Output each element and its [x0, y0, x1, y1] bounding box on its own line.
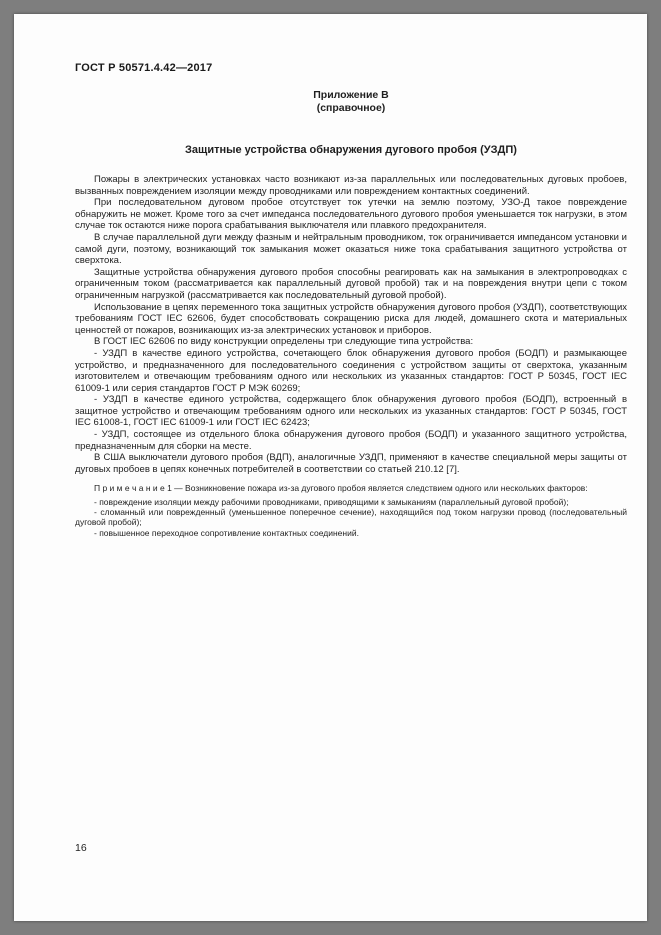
paragraph-2: При последовательном дуговом пробое отсутствует ток утечки на землю поэтому, УЗО-Д такое повреждение обнаружить не может. Кроме того за счет импеданса последовательного дугового пробоя уменьшается ток нагрузки, в этом случае ток остаются ниже порога срабатывания выключателя или плавкого предохранителя.	[75, 197, 627, 232]
note-item-3: - повышенное переходное сопротивление контактных соединений.	[94, 527, 359, 538]
note-block	[75, 483, 627, 537]
list-item-3: - УЗДП, состоящее из отдельного блока обнаружения дугового пробоя (БОДП) и указанного защитного устройства, предназначенным для сборки на месте.	[75, 429, 627, 452]
paragraph-3: В случае параллельной дуги между фазным и нейтральным проводником, ток ограничивается импедансом установки и самой дуги, поэтому, возникающий ток замыкания может оказаться ниже тока срабатывания защитного устройства от сверхтока.	[75, 231, 627, 267]
note-item-2: - сломанный или поврежденный (уменьшенное поперечное сечение), находящийся под током нагрузки провод (последовательный дуговой пробой);	[75, 507, 627, 528]
list-item-1: - УЗДП в качестве единого устройства, сочетающего блок обнаружения дугового пробоя (БОДП) и размыкающее устройство, и предназначенного для последовательного соединения с устройством защиты от сверхтока, указанным изготовителем и отвечающим требованиям одного или нескольких из указанных стандартов: ГОСТ Р 50345, ГОСТ IEC 61009-1 или серия стандартов ГОСТ Р МЭК 60269;	[75, 347, 627, 394]
section-title: Защитные устройства обнаружения дугового пробоя (УЗДП)	[185, 144, 517, 156]
page-number: 16	[75, 842, 87, 854]
paragraph-1: Пожары в электрических установках часто возникают из-за параллельных или последовательных дуговых пробоев, вызванных повреждением изоляции между проводниками или повреждением контактных соединений.	[75, 174, 627, 197]
appendix-type: (справочное)	[316, 101, 386, 114]
note-item-1: - повреждение изоляции между рабочими проводниками, приводящими к замыканиям (параллельный дуговой пробой);	[94, 496, 569, 507]
paragraph-6: В ГОСТ IEC 62606 по виду конструкции определены три следующие типа устройства:	[94, 336, 474, 348]
document-number-header: ГОСТ Р 50571.4.42—2017	[75, 62, 213, 74]
appendix-label: Приложение В	[313, 89, 389, 101]
note-intro: П р и м е ч а н и е 1 — Возникновение пожара из-за дугового пробоя является следствием одного или нескольких факторов:	[94, 483, 588, 494]
paragraph-4: Защитные устройства обнаружения дугового пробоя способны реагировать как на замыкания в электропроводках с ограниченным током (рассматривается как параллельный дуговой пробой) так и на повреждения внутри цепи с током ограниченным нагрузкой (рассматривается как последовательный дуговой пробой).	[75, 266, 627, 301]
list-item-2: - УЗДП в качестве единого устройства, содержащего блок обнаружения дугового пробоя (БОДП), встроенный в защитное устройство и отвечающим требованиям одного или нескольких из указанных стандартов: ГОСТ Р 50345, ГОСТ IEC 61008-1, ГОСТ IEC 61009-1 или ГОСТ IEC 62423;	[75, 394, 627, 429]
paragraph-7: В США выключатели дугового пробоя (ВДП), аналогичные УЗДП, применяют в качестве специальной меры защиты от дуговых пробоев в цепях конечных потребителей в соответствии со статьей 210.12 [7].	[75, 452, 627, 475]
document-page	[14, 14, 647, 921]
paragraph-5: Использование в цепях переменного тока защитных устройств обнаружения дугового пробоя (УЗДП), соответствующих требованиям ГОСТ IEC 62606, будет способствовать сокращению риска для людей, домашнего скота и материальных ценностей от пожаров, возникающих из-за электрических установок и приборов.	[75, 301, 627, 336]
document-body	[75, 174, 627, 475]
appendix-heading	[75, 89, 627, 114]
